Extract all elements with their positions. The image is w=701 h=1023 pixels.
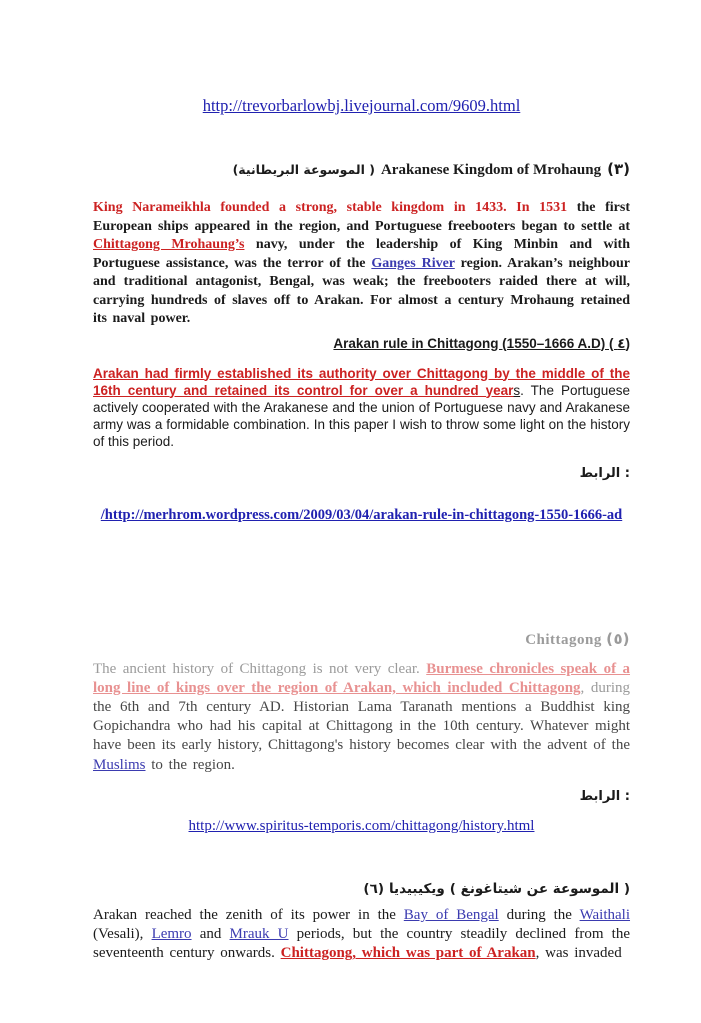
lemro-link[interactable]: Lemro xyxy=(151,925,192,942)
heading-arakan-rule xyxy=(93,336,630,352)
mrauk-u-link[interactable]: Mrauk U xyxy=(229,925,289,942)
link-label-2: الرابط : xyxy=(579,788,630,804)
chittagong-mrohaung-link[interactable]: Chittagong Mrohaung’s xyxy=(93,237,245,252)
heading-chittagong xyxy=(93,630,630,649)
red-lead-text: King Narameikhla founded a strong, stable kingdom in 1433. In 1531 xyxy=(93,200,568,215)
body-text-2: navy, under the leadership of King Minbin and with Portuguese assistance, was the terror of the xyxy=(93,237,630,271)
heading6-number: (٦) xyxy=(363,880,384,897)
underlined-s-text: s xyxy=(513,382,521,398)
livejournal-link[interactable]: http://trevorbarlowbj.livejournal.com/9609.html xyxy=(202,96,521,115)
body-text-9: periods, but the country steadily declined from the seventeenth century onwards. xyxy=(93,925,630,962)
dark-text-2: to the region. xyxy=(145,756,235,773)
heading3-title: Arakanese Kingdom of Mrohaung xyxy=(380,162,602,178)
body-text-3: region. Arakan’s neighbour and traditional antagonist, Bengal, was weak; the freebooters raided there at will, carrying hundreds of slaves off to Arakan. For almost a century Mrohaung retained its naval power. xyxy=(93,255,631,326)
gray-text-1: The ancient history of Chittagong is not very clear. xyxy=(93,660,427,677)
body-text-5: Arakan reached the zenith of its power in the xyxy=(93,906,404,923)
paragraph-arakan-authority xyxy=(93,365,630,450)
paragraph-arakan-zenith xyxy=(93,906,630,964)
spiritus-temporis-link[interactable]: http://www.spiritus-temporis.com/chittagong/history.html xyxy=(188,817,535,834)
heading6-paren: ( الموسوعة عن شيتاغونغ ) xyxy=(449,880,630,897)
heading4-title: Arakan rule in Chittagong (1550–1666 A.D) ( ٤) xyxy=(333,335,630,351)
body-text-8: and xyxy=(191,925,230,942)
heading3-number: (٣) xyxy=(607,160,630,178)
chittagong-part-of-arakan-link[interactable]: Chittagong, which was part of Arakan xyxy=(280,945,536,962)
heading5-title: Chittagong xyxy=(525,631,602,648)
paragraph-mrohaung-kingdom xyxy=(93,199,630,329)
dark-text-1: the 6th and 7th century AD. Historian Lama Taranath mentions a Buddhist king Gopichandra who had his capital at Chittagong in the 10th century. Whatever might have been its early history, Chittagong's history becomes clear with the advent of the xyxy=(93,698,630,754)
burmese-chronicles-link[interactable]: Burmese chronicles speak of a long line of kings over the region of Arakan, which included Chittagong xyxy=(93,660,631,696)
gray-text-2: , during xyxy=(580,679,630,696)
merhrom-link-line xyxy=(93,506,630,524)
muslims-link[interactable]: Muslims xyxy=(93,756,146,773)
ganges-river-link[interactable]: Ganges River xyxy=(371,255,455,271)
waithali-link[interactable]: Waithali xyxy=(579,906,631,923)
paragraph-chittagong-history xyxy=(93,660,630,775)
body-text-7: (Vesali), xyxy=(93,925,152,942)
body-text-1: the first European ships appeared in the region, and Portuguese freebooters began to settle at xyxy=(93,200,630,234)
heading-wikipedia-arabic xyxy=(93,881,630,897)
arakan-authority-link[interactable]: Arakan had firmly established its authority over Chittagong by the middle of the 16th century and retained its control for over a hundred year xyxy=(93,365,630,398)
body-text-4: . The Portuguese actively cooperated with the Arakanese and the union of Portuguese navy and Arakanese army was a formidable combination. In this paper I wish to throw some light on the history of this period. xyxy=(93,382,631,449)
heading5-number: (٥) xyxy=(606,629,630,648)
merhrom-wordpress-link[interactable]: /http://merhrom.wordpress.com/2009/03/04/arakan-rule-in-chittagong-1550-1666-ad xyxy=(100,506,623,523)
top-link-line xyxy=(93,96,630,116)
body-text-10: , was invaded xyxy=(535,945,622,962)
bay-of-bengal-link[interactable]: Bay of Bengal xyxy=(403,906,499,923)
link-label-1: الرابط : xyxy=(579,465,630,481)
body-text-6: during the xyxy=(498,906,580,923)
heading3-arabic-label: (الموسوعة البريطانية ) xyxy=(232,162,375,177)
heading-arakanese-kingdom xyxy=(93,160,630,179)
spiritus-link-line xyxy=(93,817,630,835)
heading6-word: ويكيبيديا xyxy=(388,880,445,897)
